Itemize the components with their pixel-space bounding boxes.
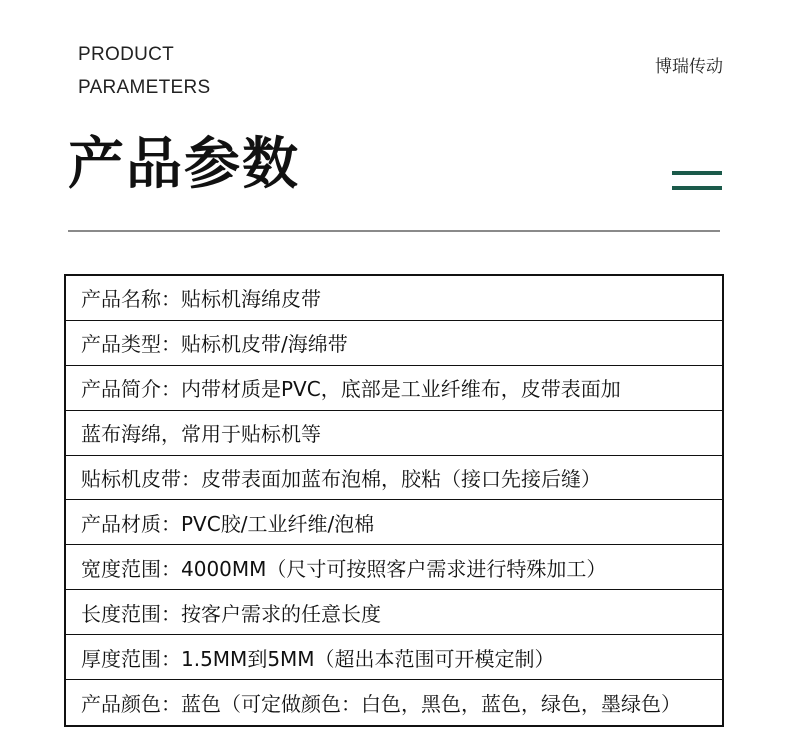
- english-heading-line-1: PRODUCT: [78, 44, 175, 65]
- english-heading: [78, 38, 211, 104]
- english-heading-line-2: PARAMETERS: [78, 77, 211, 98]
- param-row-type: 产品类型：贴标机皮带/海绵带: [66, 321, 722, 366]
- accent-bar-bottom: [672, 186, 722, 190]
- accent-bar-top: [672, 171, 722, 175]
- param-row-width: 宽度范围：4000MM（尺寸可按照客户需求进行特殊加工）: [66, 545, 722, 590]
- param-row-intro-continued: 蓝布海绵，常用于贴标机等: [66, 411, 722, 456]
- parameter-table: [64, 274, 724, 727]
- param-row-color: 产品颜色：蓝色（可定做颜色：白色，黑色，蓝色，绿色，墨绿色）: [81, 691, 681, 716]
- title-divider: [68, 230, 720, 232]
- param-row-intro: 产品简介：内带材质是PVC，底部是工业纤维布，皮带表面加: [66, 366, 722, 411]
- param-row-material: 产品材质：PVC胶/工业纤维/泡棉: [66, 500, 722, 545]
- param-row-length: 长度范围：按客户需求的任意长度: [66, 590, 722, 635]
- page-title: 产品参数: [68, 132, 300, 197]
- param-row-name: 产品名称：贴标机海绵皮带: [66, 276, 722, 321]
- param-row-thickness: 厚度范围：1.5MM到5MM（超出本范围可开模定制）: [66, 635, 722, 680]
- brand-name: 博瑞传动: [655, 57, 723, 77]
- param-row-belt-detail: 贴标机皮带：皮带表面加蓝布泡棉，胶粘（接口先接后缝）: [66, 456, 722, 501]
